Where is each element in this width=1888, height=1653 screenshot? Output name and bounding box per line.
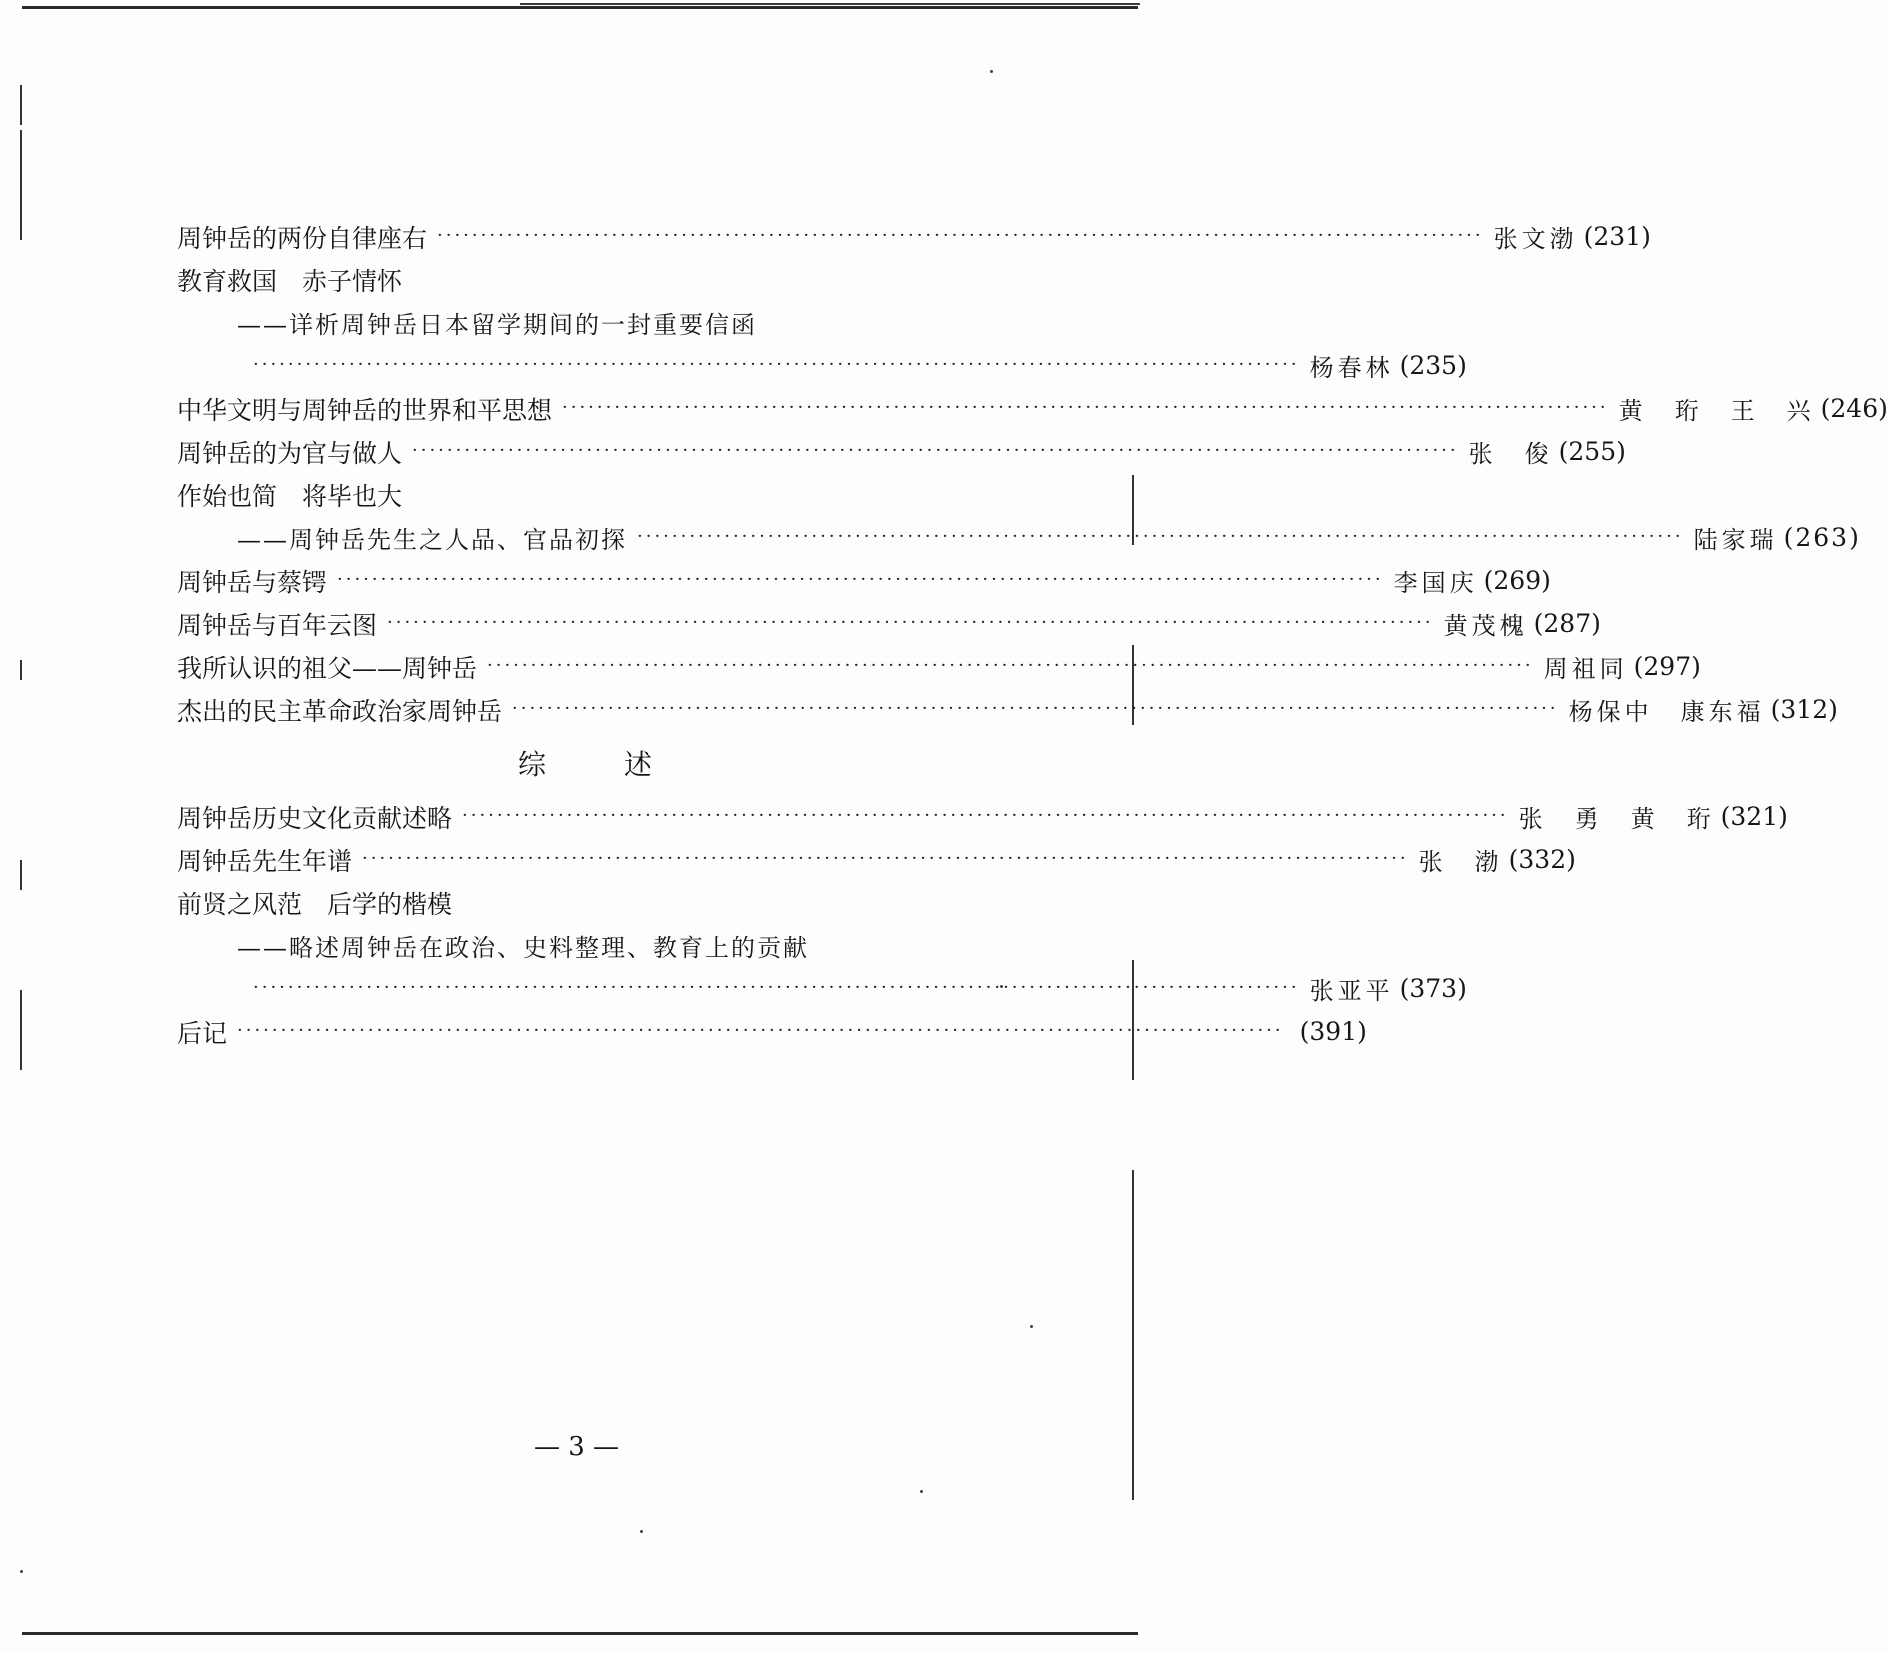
entry-title: 周钟岳的两份自律座右 — [177, 223, 428, 253]
left-edge-mark — [20, 660, 22, 680]
toc-entry — [177, 602, 1601, 645]
entry-page: (287) — [1533, 609, 1601, 638]
leader-dots: ························································································································ — [362, 848, 1409, 869]
entry-page: (321) — [1720, 802, 1788, 831]
toc-entry — [177, 430, 1626, 473]
toc-entry — [177, 301, 993, 344]
entry-author: 张 勇 黄 珩 — [1518, 805, 1715, 833]
entry-title: 周钟岳的为官与做人 — [177, 438, 403, 468]
toc-group-2 — [177, 795, 1788, 1053]
entry-title: ——略述周钟岳在政治、史料整理、教育上的贡献 — [237, 934, 809, 962]
entry-page: (312) — [1770, 695, 1838, 724]
entry-title: 作始也简 将毕也大 — [177, 481, 403, 511]
entry-title: 教育救国 赤子情怀 — [177, 266, 403, 296]
scan-speck — [20, 1570, 23, 1573]
toc-entry — [177, 387, 1888, 430]
entry-title: 周钟岳历史文化贡献述略 — [177, 803, 453, 833]
entry-page: (297) — [1633, 652, 1701, 681]
entry-author: 李国庆 — [1393, 569, 1478, 597]
entry-author: 杨保中 康东福 — [1568, 698, 1765, 726]
toc-entry — [177, 473, 993, 516]
leader-dots: ························································································································ — [512, 698, 1559, 719]
scan-speck — [1030, 1325, 1033, 1328]
entry-title: 我所认识的祖父——周钟岳 — [177, 653, 478, 683]
entry-page: (246) — [1820, 394, 1888, 423]
leader-dots: ························································································································ — [387, 612, 1434, 633]
entry-title: 前贤之风范 后学的楷模 — [177, 889, 453, 919]
leader-dots: ························································································································ — [253, 354, 1300, 375]
toc-entry — [177, 795, 1788, 838]
toc-entry — [177, 516, 1861, 559]
toc-entry — [177, 838, 1576, 881]
leader-dots: ························································································································ — [462, 805, 1509, 826]
entry-author: 黄 珩 王 兴 — [1618, 397, 1815, 425]
entry-page: (263) — [1783, 523, 1861, 552]
entry-author: 杨春林 — [1309, 354, 1394, 382]
entry-author: 黄茂槐 — [1443, 612, 1528, 640]
entry-author: 张 渤 — [1418, 848, 1503, 876]
toc-entry — [177, 645, 1701, 688]
entry-title: 杰出的民主革命政治家周钟岳 — [177, 696, 503, 726]
leader-dots: ························································································································ — [237, 1020, 1284, 1041]
scan-speck — [990, 70, 993, 73]
toc-entry — [177, 924, 993, 967]
toc-entry — [177, 1010, 1367, 1053]
toc-entry — [177, 344, 1467, 387]
entry-page: (332) — [1508, 845, 1576, 874]
left-edge-mark — [20, 85, 22, 125]
entry-title: 周钟岳与蔡锷 — [177, 567, 328, 597]
leader-dots: ························································································································ — [437, 225, 1484, 246]
top-border-rule — [22, 6, 1138, 9]
table-of-contents — [177, 215, 1888, 1053]
scan-speck — [920, 1490, 923, 1493]
toc-entry — [177, 688, 1838, 731]
section-heading: 综述 — [517, 748, 730, 781]
leader-dots: ························································································································ — [637, 526, 1684, 547]
entry-title: 周钟岳先生年谱 — [177, 846, 353, 876]
toc-group-1 — [177, 215, 1888, 731]
entry-author: 陆家瑞 — [1693, 526, 1778, 554]
entry-author: 张亚平 — [1309, 977, 1394, 1005]
leader-dots: ························································································································ — [253, 977, 1300, 998]
top-border-rule-secondary — [520, 3, 1140, 5]
entry-title: 后记 — [177, 1018, 228, 1048]
entry-author: 周祖同 — [1543, 655, 1628, 683]
left-edge-mark — [20, 990, 22, 1070]
toc-entry — [177, 967, 1467, 1010]
bottom-border-rule — [22, 1632, 1138, 1635]
leader-dots: ························································································································ — [487, 655, 1534, 676]
entry-page: (235) — [1399, 351, 1467, 380]
leader-dots: ························································································································ — [337, 569, 1384, 590]
entry-author: 张文渤 — [1493, 225, 1578, 253]
leader-dots: ························································································································ — [562, 397, 1609, 418]
entry-page: (373) — [1399, 974, 1467, 1003]
entry-title: ——详析周钟岳日本留学期间的一封重要信函 — [237, 311, 757, 339]
scan-speck — [640, 1530, 643, 1533]
left-edge-mark — [20, 130, 22, 240]
toc-entry — [177, 881, 993, 924]
entry-page: (269) — [1483, 566, 1551, 595]
toc-entry — [177, 258, 993, 301]
entry-page: (231) — [1583, 222, 1651, 251]
entry-page: (255) — [1558, 437, 1626, 466]
left-edge-mark — [20, 860, 22, 890]
entry-title: 中华文明与周钟岳的世界和平思想 — [177, 395, 553, 425]
toc-entry — [177, 215, 1651, 258]
entry-title: 周钟岳与百年云图 — [177, 610, 378, 640]
toc-entry — [177, 559, 1551, 602]
page-number: — 3 — — [533, 1432, 620, 1462]
entry-author: 张 俊 — [1468, 440, 1553, 468]
leader-dots: ························································································································ — [412, 440, 1459, 461]
entry-page: (391) — [1299, 1017, 1367, 1046]
entry-title: ——周钟岳先生之人品、官品初探 — [237, 526, 627, 554]
